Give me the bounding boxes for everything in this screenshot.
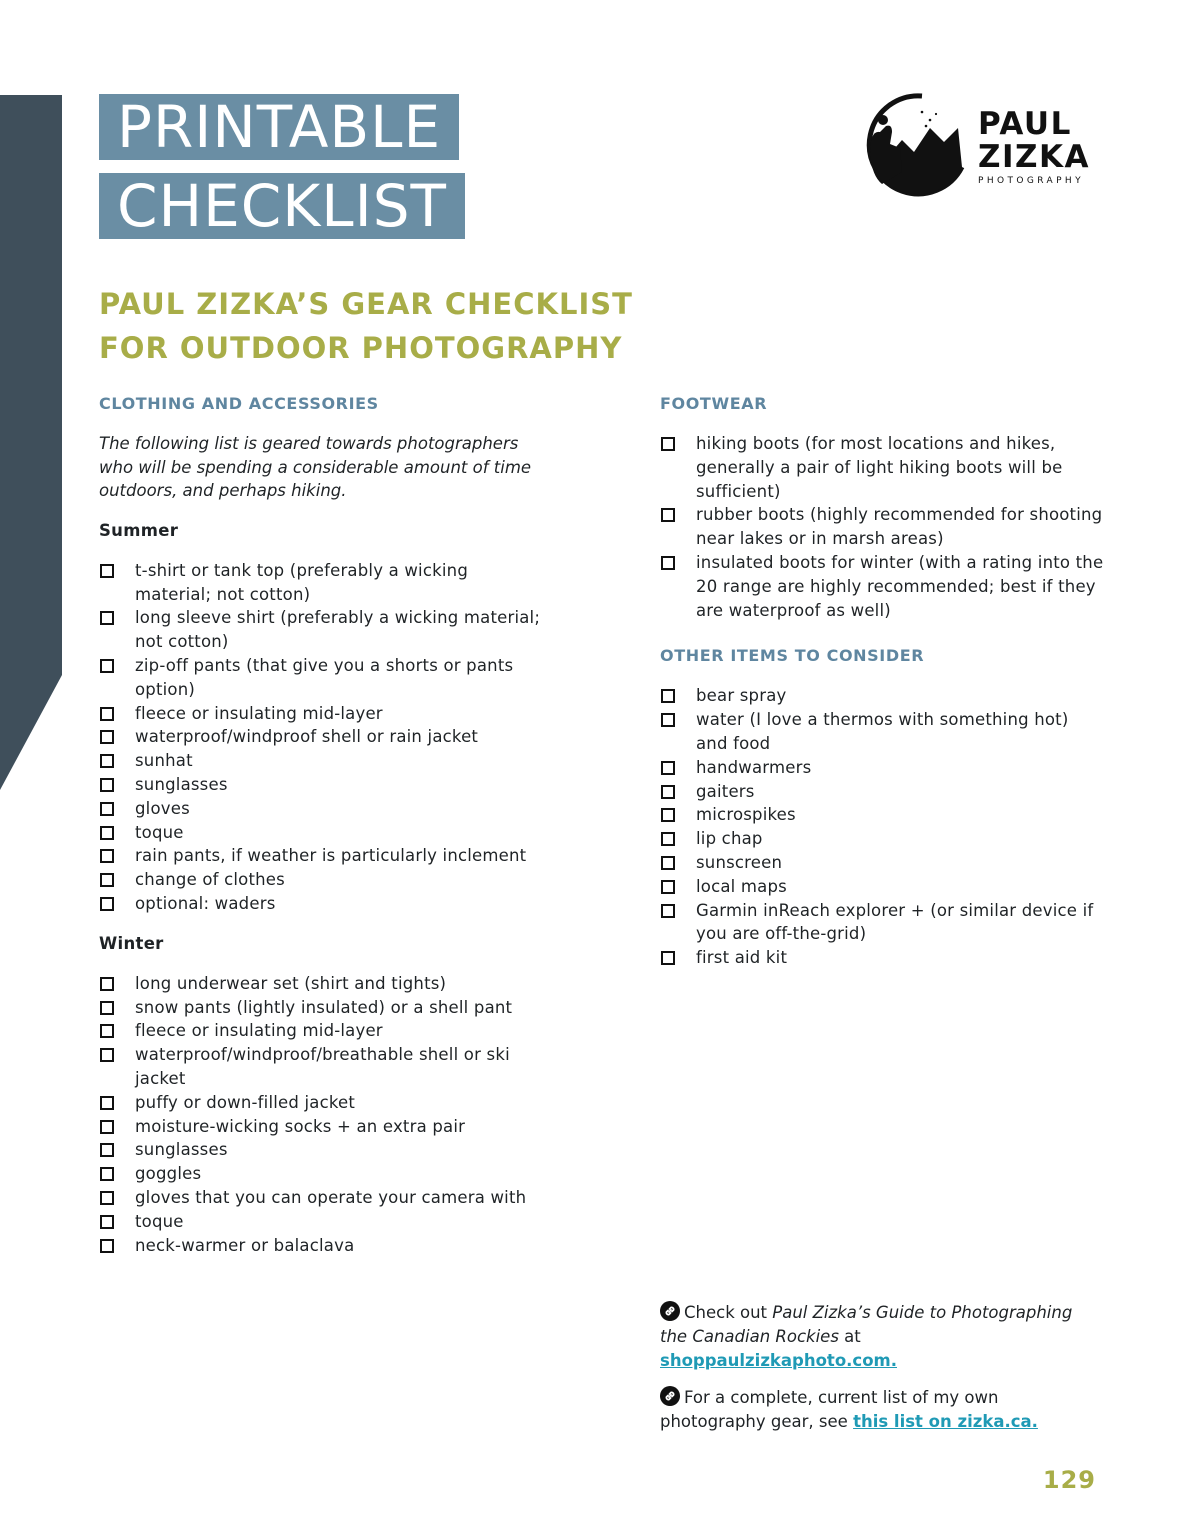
checkbox-icon[interactable] [661, 832, 675, 846]
checklist-item [660, 780, 1105, 804]
checkbox-icon[interactable] [100, 1215, 114, 1229]
checkbox-icon[interactable] [100, 873, 114, 887]
checklist-item-label: handwarmers [696, 757, 812, 777]
checklist-item-label: waterproof/windproof shell or rain jacket [135, 727, 479, 747]
checklist-item-label: gloves [135, 798, 190, 818]
logo-name-line-1: PAUL [978, 106, 1072, 142]
link-icon [660, 1301, 680, 1321]
summer-title: Summer [99, 520, 179, 540]
checkbox-icon[interactable] [661, 808, 675, 822]
checkbox-icon[interactable] [100, 659, 114, 673]
checklist-item [99, 1138, 549, 1162]
winter-title: Winter [99, 933, 164, 953]
checklist-item [99, 1019, 549, 1043]
checklist-item-label: t-shirt or tank top (preferably a wicking material; not cotton) [135, 560, 468, 604]
checklist-item-label: sunscreen [696, 852, 783, 872]
checklist-item [99, 1186, 549, 1210]
checkbox-icon[interactable] [661, 880, 675, 894]
checklist-item [660, 851, 1105, 875]
mountain-figure-logo-icon [862, 92, 974, 204]
guide-title: Paul Zizka’s Guide to Photographing the Canadian Rockies [660, 1303, 1073, 1346]
side-accent-bar [0, 95, 62, 795]
checklist-item [99, 654, 549, 702]
checklist-item [99, 1115, 549, 1139]
checklist-item [660, 946, 1105, 970]
summer-list [99, 559, 549, 916]
checkbox-icon[interactable] [100, 1191, 114, 1205]
checkbox-icon[interactable] [100, 1167, 114, 1181]
checkbox-icon[interactable] [100, 849, 114, 863]
checklist-item [99, 725, 549, 749]
checklist-item-label: rain pants, if weather is particularly inclement [135, 846, 527, 866]
checklist-item-label: change of clothes [135, 870, 285, 890]
checklist-item [99, 1043, 549, 1091]
checklist-item-label: fleece or insulating mid-layer [135, 1021, 383, 1041]
checklist-item-label: hiking boots (for most locations and hikes, generally a pair of light hiking boots will be sufficient) [696, 434, 1063, 501]
right-column [660, 393, 1105, 987]
checklist-item [99, 1210, 549, 1234]
checklist-item-label: water (I love a thermos with something hot) and food [696, 710, 1069, 753]
checkbox-icon[interactable] [661, 713, 675, 727]
checklist-item [660, 756, 1105, 780]
shop-link[interactable]: shoppaulzizkaphoto.com. [660, 1351, 897, 1370]
checklist-item-label: first aid kit [696, 948, 788, 968]
checklist-item-label: puffy or down-filled jacket [135, 1092, 356, 1112]
checklist-item-label: sunhat [135, 751, 193, 771]
checkbox-icon[interactable] [100, 826, 114, 840]
checklist-item-label: long underwear set (shirt and tights) [135, 973, 447, 993]
checklist-item [99, 844, 549, 868]
checkbox-icon[interactable] [661, 689, 675, 703]
logo-subtitle: PHOTOGRAPHY [978, 176, 1084, 186]
brand-logo [862, 92, 1102, 204]
checklist-heading [99, 282, 633, 370]
checklist-item [99, 821, 549, 845]
checklist-item-label: moisture-wicking socks + an extra pair [135, 1116, 466, 1136]
checkbox-icon[interactable] [100, 1143, 114, 1157]
checklist-item-label: zip-off pants (that give you a shorts or pants option) [135, 655, 514, 699]
checklist-item-label: local maps [696, 876, 787, 896]
checklist-item [99, 749, 549, 773]
checklist-item-label: toque [135, 1211, 184, 1231]
checkbox-icon[interactable] [100, 1024, 114, 1038]
checklist-item [660, 503, 1105, 551]
checkbox-icon[interactable] [661, 556, 675, 570]
checkbox-icon[interactable] [661, 508, 675, 522]
gear-list-note [660, 1386, 1100, 1434]
checklist-item-label: gloves that you can operate your camera with [135, 1187, 527, 1207]
checkbox-icon[interactable] [661, 761, 675, 775]
checkbox-icon[interactable] [100, 778, 114, 792]
checklist-item [660, 684, 1105, 708]
other-items-section-title: OTHER ITEMS TO CONSIDER [660, 646, 925, 666]
checklist-item [660, 708, 1105, 756]
checklist-item-label: insulated boots for winter (with a rating into the 20 range are highly recommended; best if they are waterproof as well) [696, 552, 1104, 620]
checklist-item-label: bear spray [696, 686, 787, 706]
checkbox-icon[interactable] [661, 785, 675, 799]
clothing-section-title: CLOTHING AND ACCESSORIES [99, 394, 379, 413]
checkbox-icon[interactable] [100, 730, 114, 744]
other-items-list [660, 684, 1105, 970]
checklist-item [99, 1234, 549, 1258]
winter-list [99, 972, 549, 1258]
checklist-item-label: Garmin inReach explorer + (or similar device if you are off-the-grid) [696, 900, 1094, 944]
guide-note [660, 1301, 1100, 1373]
heading-line-1: PAUL ZIZKA’S GEAR CHECKLIST [99, 287, 633, 321]
checklist-item [99, 868, 549, 892]
checkbox-icon[interactable] [100, 754, 114, 768]
page-title [99, 94, 465, 239]
checkbox-icon[interactable] [100, 707, 114, 721]
checkbox-icon[interactable] [661, 856, 675, 870]
checkbox-icon[interactable] [100, 564, 114, 578]
checklist-item [660, 803, 1105, 827]
checkbox-icon[interactable] [100, 1048, 114, 1062]
checklist-item-label: sunglasses [135, 1140, 228, 1160]
checklist-item-label: goggles [135, 1164, 202, 1184]
checkbox-icon[interactable] [661, 951, 675, 965]
checklist-item [99, 606, 549, 654]
checklist-item [99, 773, 549, 797]
zizka-gear-link[interactable]: this list on zizka.ca. [853, 1412, 1038, 1431]
checklist-item [99, 996, 549, 1020]
checklist-item [660, 827, 1105, 851]
checklist-item-label: toque [135, 822, 184, 842]
checklist-item-label: optional: waders [135, 893, 276, 913]
checkbox-icon[interactable] [100, 1096, 114, 1110]
checkbox-icon[interactable] [100, 802, 114, 816]
logo-name-line-2: ZIZKA [978, 139, 1091, 175]
checklist-item [660, 875, 1105, 899]
checklist-item-label: waterproof/windproof/breathable shell or ski jacket [135, 1045, 510, 1088]
checklist-item-label: lip chap [696, 829, 763, 849]
heading-line-2: FOR OUTDOOR PHOTOGRAPHY [99, 331, 623, 365]
checkbox-icon[interactable] [100, 897, 114, 911]
checklist-item [99, 892, 549, 916]
checkbox-icon[interactable] [661, 437, 675, 451]
checklist-item [99, 972, 549, 996]
checkbox-icon[interactable] [100, 611, 114, 625]
guide-note-mid: at [838, 1327, 861, 1346]
checklist-item-label: microspikes [696, 805, 796, 825]
guide-note-prefix: Check out [684, 1303, 773, 1322]
clothing-column [99, 393, 549, 1274]
checklist-item [99, 797, 549, 821]
checklist-item-label: fleece or insulating mid-layer [135, 703, 383, 723]
footwear-list [660, 432, 1105, 622]
page-number: 129 [1042, 1466, 1096, 1494]
checklist-item [99, 1162, 549, 1186]
checkbox-icon[interactable] [100, 1120, 114, 1134]
checklist-item-label: snow pants (lightly insulated) or a shell pant [135, 997, 513, 1017]
checkbox-icon[interactable] [661, 904, 675, 918]
checkbox-icon[interactable] [100, 1001, 114, 1015]
footwear-section-title: FOOTWEAR [660, 394, 768, 413]
title-line-2: CHECKLIST [99, 173, 465, 239]
checkbox-icon[interactable] [100, 1239, 114, 1253]
checklist-item-label: rubber boots (highly recommended for shooting near lakes or in marsh areas) [696, 505, 1103, 549]
checklist-item [660, 899, 1105, 947]
checklist-item [99, 1091, 549, 1115]
title-line-1: PRINTABLE [99, 94, 459, 160]
checklist-item [99, 559, 549, 607]
checklist-item [660, 432, 1105, 503]
checklist-item [99, 702, 549, 726]
checklist-item-label: sunglasses [135, 774, 228, 794]
checkbox-icon[interactable] [100, 977, 114, 991]
clothing-intro: The following list is geared towards photographers who will be spending a considerable amount of time outdoors, and perhaps hiking. [99, 434, 532, 501]
link-icon [660, 1386, 680, 1406]
checklist-item-label: long sleeve shirt (preferably a wicking material; not cotton) [135, 608, 541, 652]
checklist-item [660, 551, 1105, 622]
checklist-item-label: neck-warmer or balaclava [135, 1235, 355, 1255]
checklist-item-label: gaiters [696, 781, 755, 801]
gear-note-prefix: For a complete, current list of my own photography gear, see [660, 1388, 999, 1431]
